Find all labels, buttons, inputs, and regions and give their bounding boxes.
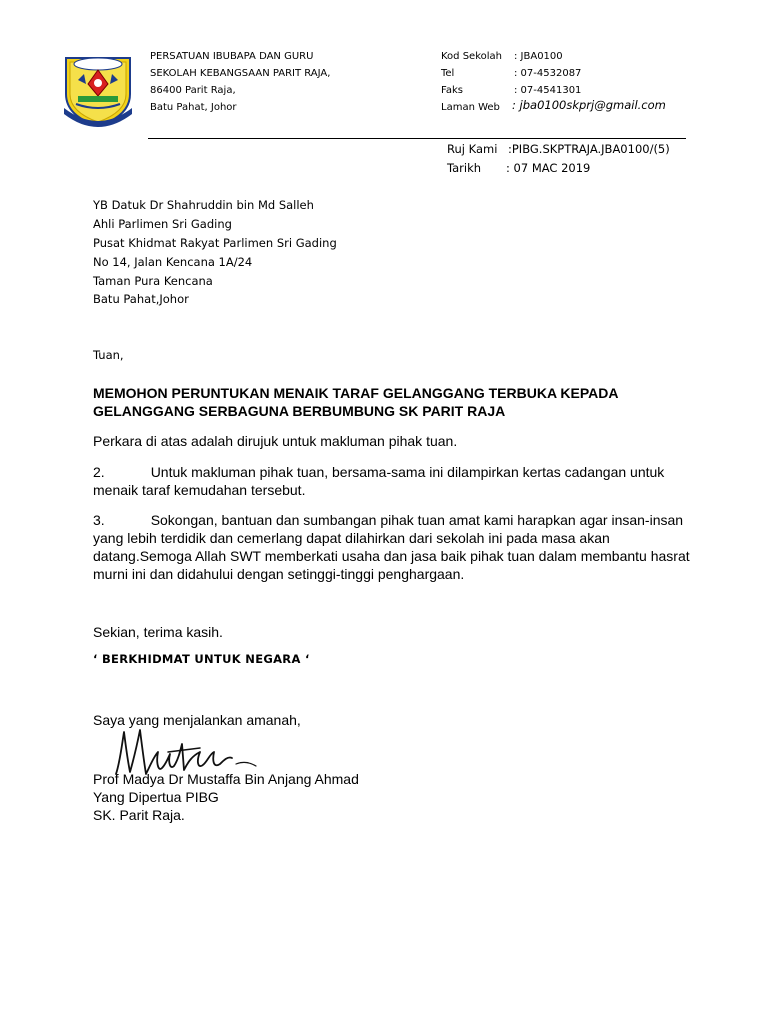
recipient-line: Taman Pura Kencana — [93, 274, 213, 288]
recipient-line: Pusat Khidmat Rakyat Parlimen Sri Gading — [93, 236, 337, 250]
web-label: Laman Web — [441, 102, 500, 113]
paragraph-1: Perkara di atas adalah dirujuk untuk makluman pihak tuan. — [93, 433, 458, 449]
paragraph-2-text: Untuk makluman pihak tuan, bersama-sama ini dilampirkan kertas cadangan untuk menaik taraf kemudahan tersebut. — [93, 464, 665, 498]
paragraph-3-text: Sokongan, bantuan dan sumbangan pihak tuan amat kami harapkan agar insan-insan yang lebih terdidik dan cemerlang dapat dilahirkan dari sekolah ini pada masa akan datang.Semoga Allah SWT memberkati usaha dan jasa baik pihak tuan dalam membantu hasrat murni ini dan didahului dengan setinggi-tinggi penghargaan. — [93, 512, 690, 582]
paragraph-2-number: 2. — [93, 464, 105, 480]
tarikh-label: Tarikh — [447, 161, 482, 175]
school-crest-logo — [60, 50, 136, 128]
paragraph-2 — [93, 463, 693, 499]
motto: ‘ BERKHIDMAT UNTUK NEGARA ‘ — [93, 652, 310, 666]
recipient-line: YB Datuk Dr Shahruddin bin Md Salleh — [93, 198, 314, 212]
faks-label: Faks — [441, 85, 463, 96]
header-divider — [148, 138, 686, 139]
school-name: SEKOLAH KEBANGSAAN PARIT RAJA, — [150, 68, 331, 79]
org-name: PERSATUAN IBUBAPA DAN GURU — [150, 51, 314, 62]
tarikh-value: : 07 MAC 2019 — [506, 161, 591, 175]
web-email-link[interactable]: : jba0100skprj@gmail.com — [512, 98, 666, 112]
faks-value: : 07-4541301 — [514, 85, 582, 96]
paragraph-3 — [93, 511, 693, 583]
kod-sekolah-label: Kod Sekolah — [441, 51, 503, 62]
recipient-line: Ahli Parlimen Sri Gading — [93, 217, 232, 231]
sign-intro: Saya yang menjalankan amanah, — [93, 712, 301, 728]
school-address-line2: Batu Pahat, Johor — [150, 102, 237, 113]
closing: Sekian, terima kasih. — [93, 624, 223, 640]
ruj-kami-label: Ruj Kami — [447, 142, 498, 156]
school-address-line1: 86400 Parit Raja, — [150, 85, 236, 96]
tel-label: Tel — [441, 68, 455, 79]
signatory-org: SK. Parit Raja. — [93, 807, 185, 823]
salutation: Tuan, — [93, 348, 124, 362]
tel-value: : 07-4532087 — [514, 68, 582, 79]
signatory-title: Yang Dipertua PIBG — [93, 789, 219, 805]
paragraph-3-number: 3. — [93, 512, 105, 528]
signatory-name: Prof Madya Dr Mustaffa Bin Anjang Ahmad — [93, 771, 359, 787]
recipient-line: Batu Pahat,Johor — [93, 292, 189, 306]
kod-sekolah-value: : JBA0100 — [514, 51, 563, 62]
letter-subject: MEMOHON PERUNTUKAN MENAIK TARAF GELANGGANG TERBUKA KEPADA GELANGGANG SERBAGUNA BERBUMBUNG SK PARIT RAJA — [93, 385, 618, 419]
ruj-kami-value: :PIBG.SKPTRAJA.JBA0100/(5) — [508, 142, 670, 156]
recipient-line: No 14, Jalan Kencana 1A/24 — [93, 255, 253, 269]
